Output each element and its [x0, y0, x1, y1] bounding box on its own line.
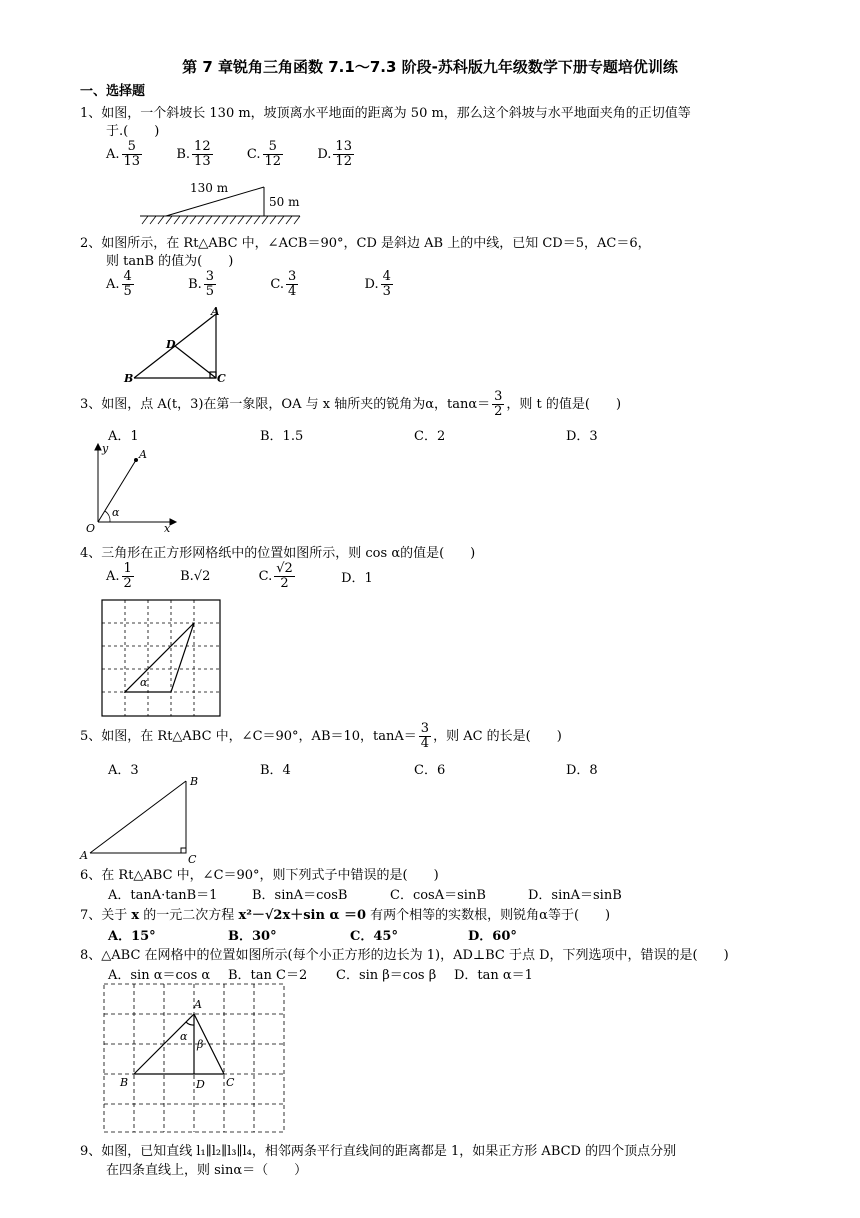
label-C: C [188, 853, 197, 866]
question-5-text: 5、如图，在 Rt△ABC 中，∠C＝90°，AB＝10，tanA＝ $\frac{3}{4}$ ，则 AC 的长是( ) [80, 721, 562, 751]
q8-option-c: C．sin β＝cos β [336, 968, 437, 983]
q5-option-b: B．4 [260, 763, 291, 778]
q6-option-d: D．sinA＝sinB [528, 888, 622, 903]
question-8-figure [102, 982, 286, 1134]
q3-option-d: D．3 [566, 429, 598, 444]
question-9-text: 9、如图，已知直线 l₁∥l₂∥l₃∥l₄，相邻两条平行直线间的距离都是 1，如果正方形 ABCD 的四个顶点分别 [80, 1144, 677, 1159]
label-y: y [102, 442, 109, 455]
question-2-text: 2、如图所示，在 Rt△ABC 中，∠ACB＝90°，CD 是斜边 AB 上的中线，已知 CD＝5，AC＝6， [80, 236, 651, 251]
question-1-figure [136, 180, 306, 228]
label-B: B [120, 1076, 129, 1089]
q3-option-b: B．1.5 [260, 429, 304, 444]
q8-option-a: A．sin α＝cos α [108, 968, 211, 983]
question-3-figure [84, 440, 184, 535]
label-O: O [86, 522, 96, 535]
question-4-text: 4、三角形在正方形网格纸中的位置如图所示，则 cos α的值是( ) [80, 546, 476, 561]
page-title: 第 7 章锐角三角函数 7.1～7.3 阶段-苏科版九年级数学下册专题培优训练 [182, 58, 678, 76]
q7-option-c: C．45° [350, 929, 398, 944]
q6-option-c: C．cosA＝sinB [390, 888, 486, 903]
question-5-figure [80, 775, 210, 865]
question-9-text-cont: 在四条直线上，则 sinα＝（ ） [106, 1163, 308, 1178]
q5-option-a: A．3 [108, 763, 139, 778]
q3-option-c: C．2 [414, 429, 446, 444]
label-A: A [194, 998, 202, 1011]
label-beta: β [197, 1038, 204, 1051]
q7-option-d: D．60° [468, 929, 517, 944]
question-1-text-cont: 于.( ) [106, 124, 160, 139]
question-1-options: A. $\frac{5}{13}$ B. $\frac{12}{13}$ C. $\frac{5}{12}$ D. $\frac{13}{12}$ [106, 139, 352, 169]
slope-label: 130 m [190, 181, 229, 195]
q8-option-b: B．tan C＝2 [228, 968, 308, 983]
label-A: A [211, 305, 220, 318]
label-alpha: α [112, 506, 120, 519]
question-2-figure [124, 304, 234, 386]
label-A: A [139, 448, 147, 461]
label-B: B [190, 775, 199, 788]
label-D: D [166, 338, 176, 351]
label-A: A [80, 849, 88, 862]
question-1-text: 1、如图，一个斜坡长 130 m，坡顶离水平地面的距离为 50 m，那么这个斜坡与水平地面夹角的正切值等 [80, 106, 691, 121]
question-6-text: 6、在 Rt△ABC 中，∠C＝90°，则下列式子中错误的是( ) [80, 868, 439, 883]
question-4-options: A. $\frac{1}{2}$ B.√2 C. $\frac{√2}{2}$ D．1 [106, 561, 373, 591]
question-4-figure [100, 598, 222, 718]
q5-option-c: C．6 [414, 763, 446, 778]
question-7-text: 7、关于 x 的一元二次方程 x²－√2x＋sin α ＝0 有两个相等的实数根，则锐角α等于( ) [80, 908, 611, 923]
question-3-text: 3、如图，点 A(t，3)在第一象限，OA 与 x 轴所夹的锐角为α，tanα＝ $\frac{3}{2}$ ，则 t 的值是( ) [80, 389, 622, 419]
question-2-options: A. $\frac{4}{5}$ B. $\frac{3}{5}$ C. $\frac{3}{4}$ D. $\frac{4}{3}$ [106, 269, 391, 299]
q7-option-a: A．15° [108, 929, 156, 944]
label-alpha: α [180, 1030, 188, 1043]
q6-option-a: A．tanA·tanB＝1 [108, 888, 218, 903]
question-8-text: 8、△ABC 在网格中的位置如图所示(每个小正方形的边长为 1)，AD⊥BC 于点 D，下列选项中，错误的是( ) [80, 948, 729, 963]
q3-option-a: A．1 [108, 429, 139, 444]
label-C: C [226, 1076, 235, 1089]
question-2-text-cont: 则 tanB 的值为( ) [106, 254, 234, 269]
q8-option-d: D．tan α＝1 [454, 968, 533, 983]
label-x: x [164, 522, 171, 535]
label-B: B [124, 372, 134, 385]
q7-option-b: B．30° [228, 929, 277, 944]
q5-option-d: D．8 [566, 763, 598, 778]
height-label: 50 m [269, 195, 300, 209]
label-D: D [196, 1078, 205, 1091]
label-C: C [217, 372, 226, 385]
label-alpha: α [140, 676, 148, 689]
q6-option-b: B．sinA＝cosB [252, 888, 348, 903]
section-heading: 一、选择题 [80, 84, 146, 99]
